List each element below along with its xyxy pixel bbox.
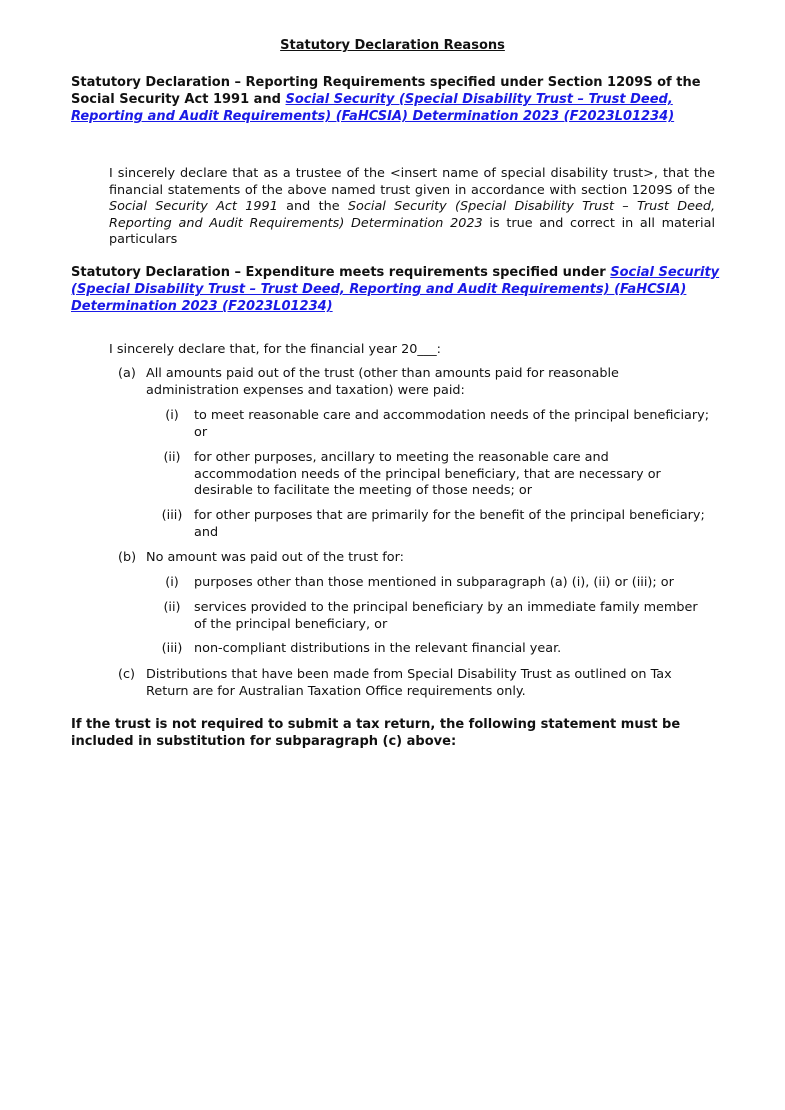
no-tax-return-statement-heading: If the trust is not required to submit a tax return, the following statement must be included in substitution for subparagraph (c) above: [71,717,681,749]
section2-determination-link[interactable]: Social Security (Special Disability Trust – Trust Deed, Reporting and Audit Requirements) (FaHCSIA) Determination 2023 (F2023L01234) [71,265,720,314]
subparagraph-a-i-text: to meet reasonable care and accommodation needs of the principal beneficiary; or [194,408,709,440]
subparagraph-b-i-label: (i) [165,575,179,590]
subparagraph-b-iii-label: (iii) [161,641,183,656]
subparagraph-a-text: All amounts paid out of the trust (other than amounts paid for reasonable administration expenses and taxation) were paid: [146,366,619,398]
trustee-declaration-paragraph [109,166,715,249]
subparagraph-a-label: (a) [118,366,136,381]
declaration-text-2: and the [277,199,348,214]
subparagraph-a-ii-text: for other purposes, ancillary to meeting the reasonable care and accommodation needs of the principal beneficiary, that are necessary or desirable to facilitate the meeting of those needs; or [194,450,661,498]
subparagraph-a-i-label: (i) [165,408,179,423]
subparagraph-b-text: No amount was paid out of the trust for: [146,550,404,565]
subparagraph-c-label: (c) [118,667,136,682]
section1-heading-text: Statutory Declaration – Reporting Requirements specified under Section 1209S of the Social Security Act 1991 and [71,75,701,107]
subparagraph-b-label: (b) [118,550,137,565]
subparagraph-b-iii-text: non-compliant distributions in the relevant financial year. [194,641,562,656]
declaration-determination-name: Social Security (Special Disability Trust – Trust Deed, Reporting and Audit Requirements) Determination 2023 [109,199,716,231]
subparagraph-a-ii-label: (ii) [163,450,181,465]
subparagraph-c-text: Distributions that have been made from Special Disability Trust as outlined on Tax Return are for Australian Taxation Office requirements only. [146,667,672,699]
section2-heading [71,264,721,315]
subparagraph-b-i-text: purposes other than those mentioned in subparagraph (a) (i), (ii) or (iii); or [194,575,674,590]
financial-year-declaration: I sincerely declare that, for the financial year 20___: [109,342,441,357]
declaration-text-1: I sincerely declare that as a trustee of the <insert name of special disability trust>, that the financial statements of the above named trust given in accordance with section 1209S of the [109,166,715,198]
declaration-act-name: Social Security Act 1991 [109,199,278,214]
section1-determination-link[interactable]: Social Security (Special Disability Trust – Trust Deed, Reporting and Audit Requirements) (FaHCSIA) Determination 2023 (F2023L01234) [71,92,675,124]
declaration-text-3: is true and correct in all material particulars [109,215,715,247]
subparagraph-a-iii-label: (iii) [161,508,183,523]
section1-heading [71,74,721,125]
subparagraph-b-ii-label: (ii) [163,600,181,615]
document-title: Statutory Declaration Reasons [280,38,505,53]
subparagraph-b-ii-text: services provided to the principal beneficiary by an immediate family member of the principal beneficiary, or [194,600,698,632]
section2-heading-text: Statutory Declaration – Expenditure meets requirements specified under [71,265,611,280]
subparagraph-a-iii-text: for other purposes that are primarily for the benefit of the principal beneficiary; and [194,508,705,540]
